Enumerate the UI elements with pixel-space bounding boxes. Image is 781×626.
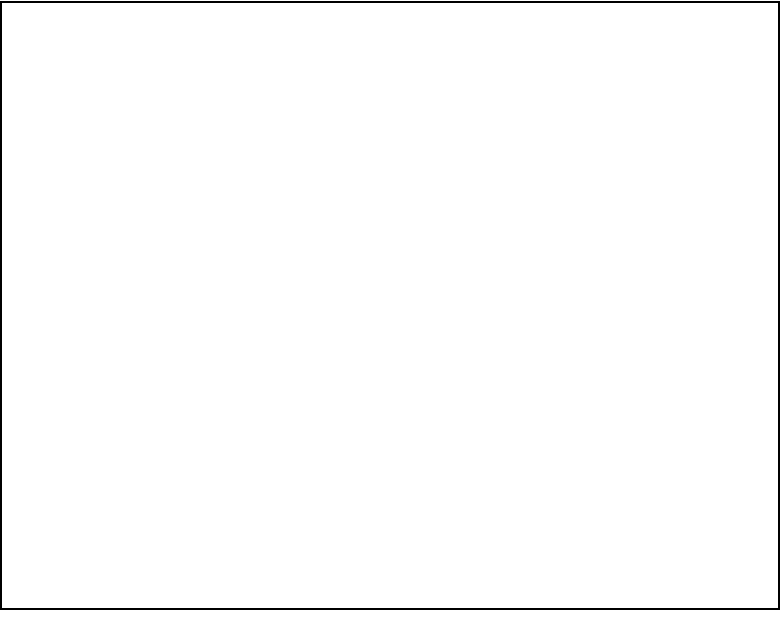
empty-frame xyxy=(0,1,780,610)
